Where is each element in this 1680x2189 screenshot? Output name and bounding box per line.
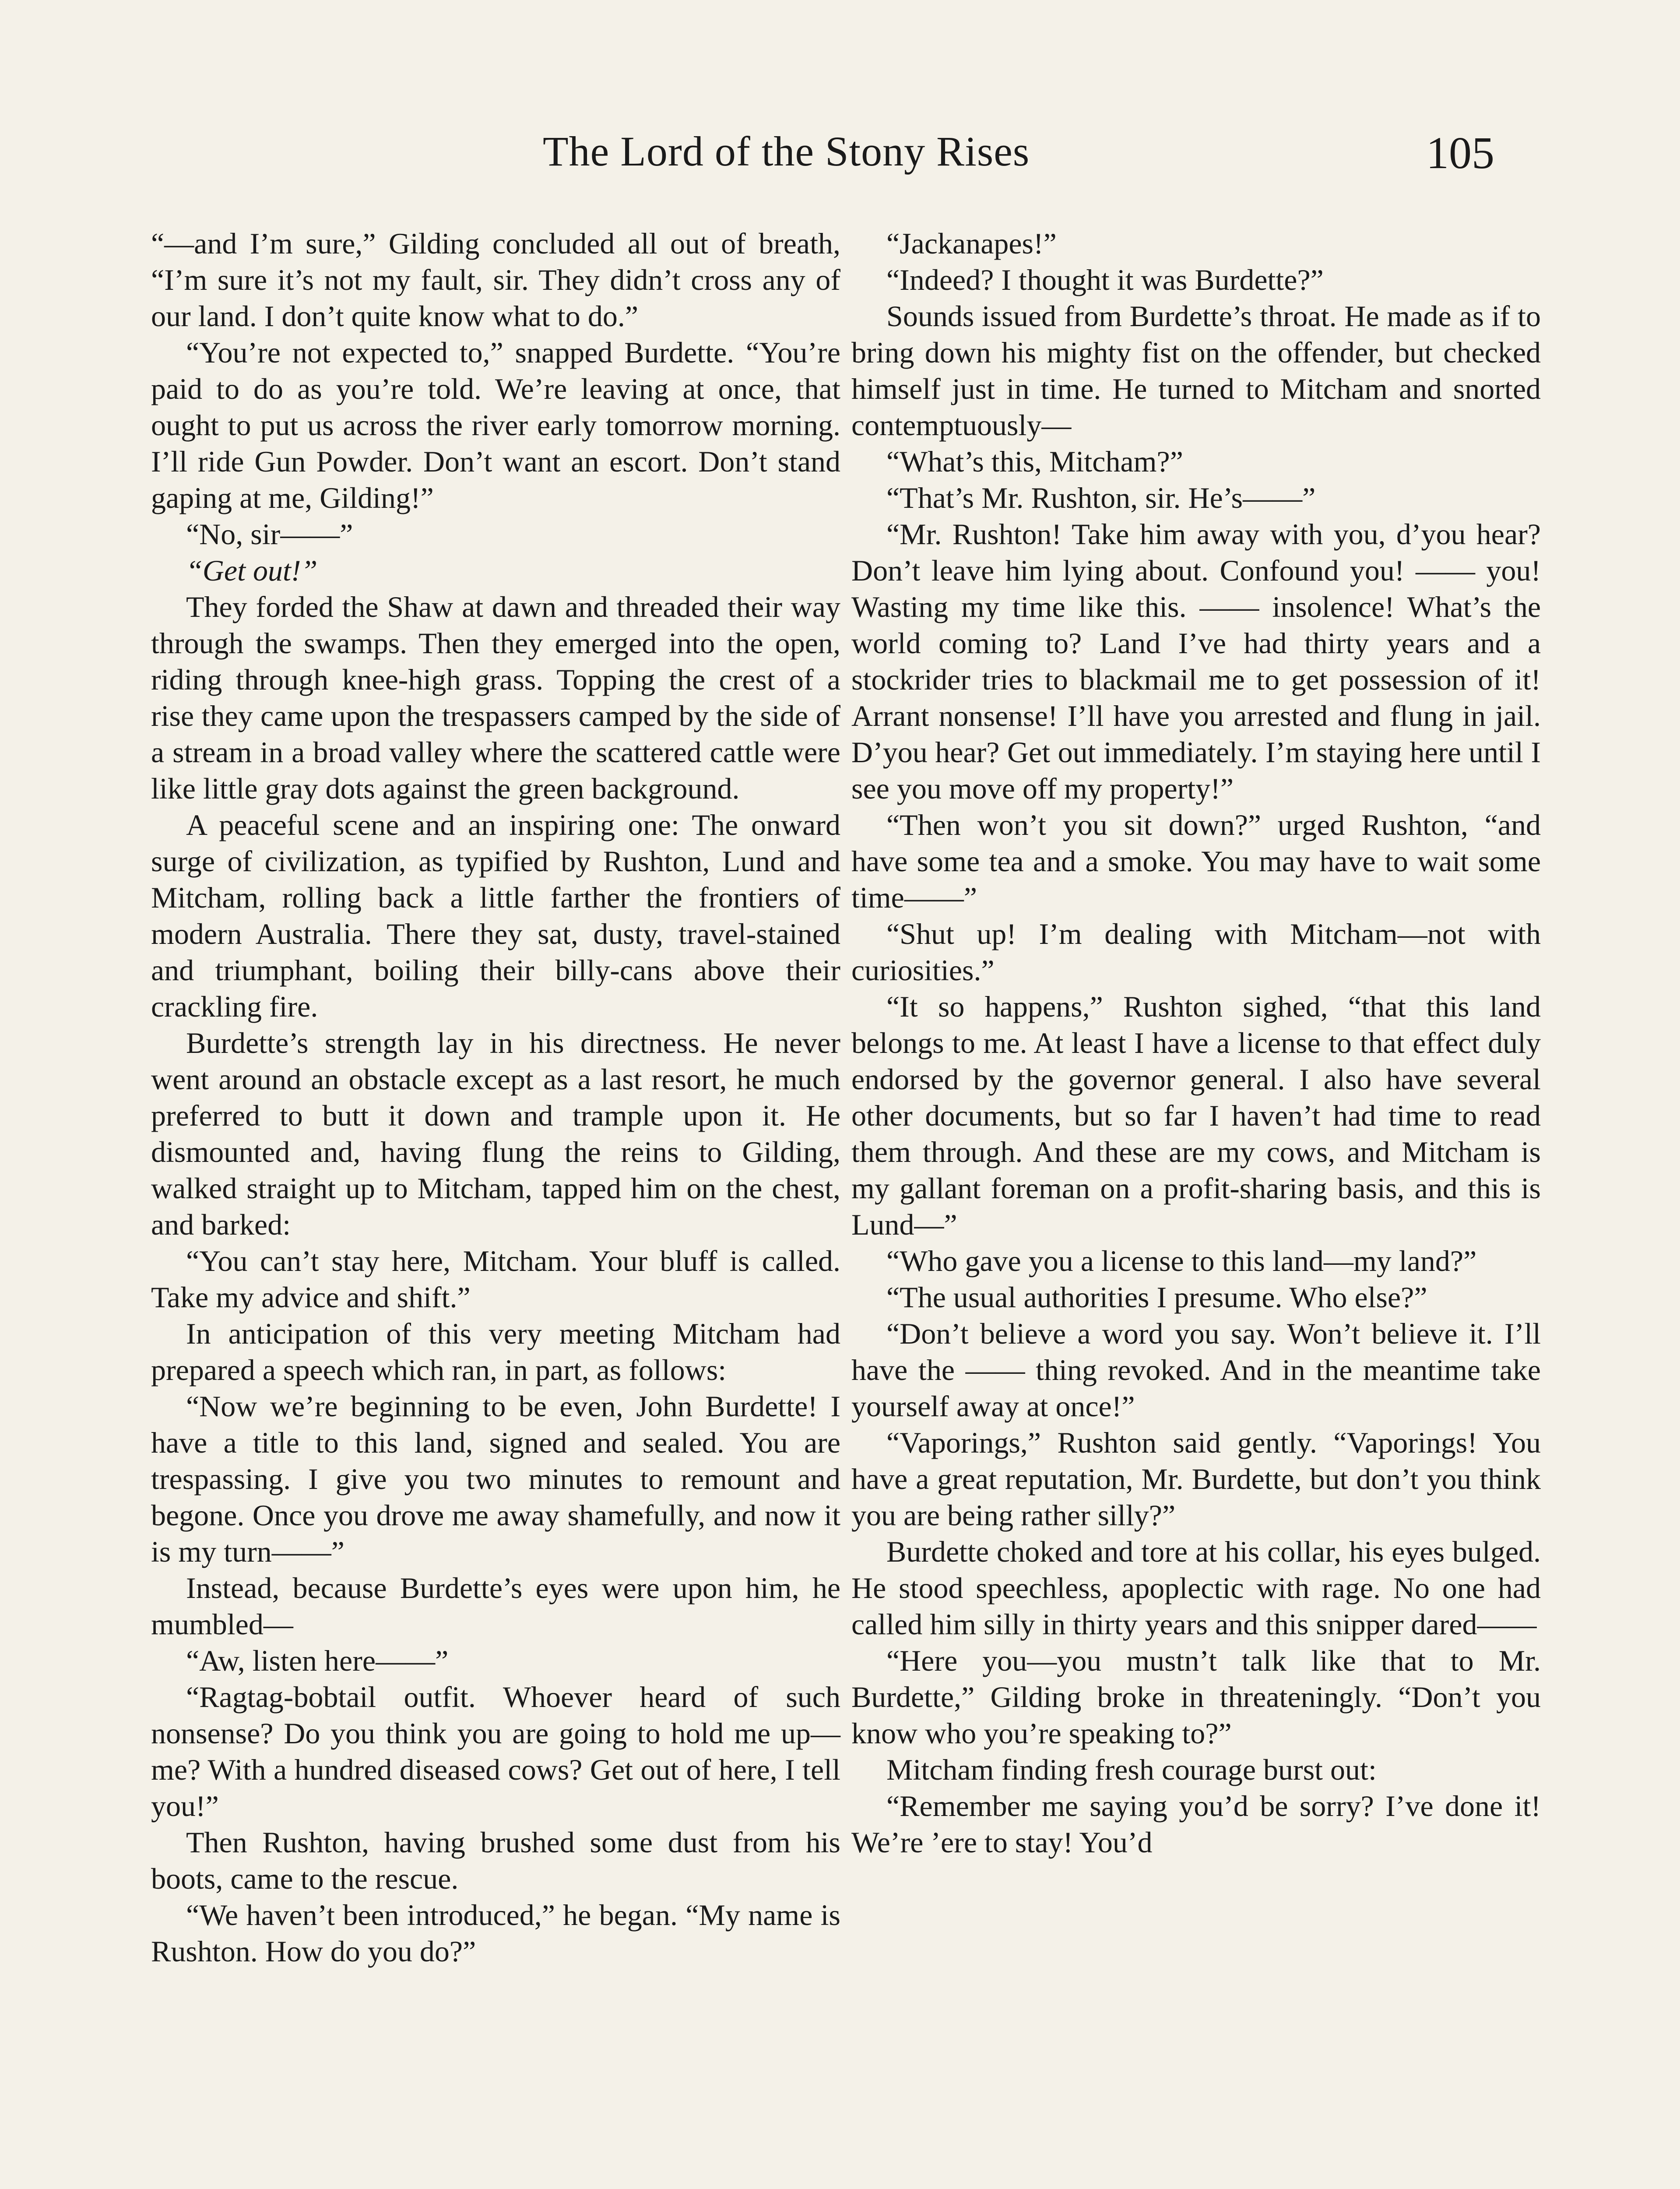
paragraph: “That’s Mr. Rushton, sir. He’s——” [886, 481, 1316, 514]
paragraph: Then Rushton, having brushed some dust from his boots, came to the rescue. [151, 1826, 840, 1895]
paragraph: Instead, because Burdette’s eyes were upon him, he mumbled— [151, 1571, 840, 1641]
left-column [151, 225, 840, 1970]
paragraph: “You’re not expected to,” snapped Burdette. “You’re paid to do as you’re told. We’re leaving at once, that ought to put us across the river early tomorrow morning. I’ll ride Gun Powder. Don’t want an escort. Don’t stand gaping at me, Gilding!” [151, 336, 840, 514]
running-title: The Lord of the Stony Rises [543, 128, 1030, 175]
paragraph: In anticipation of this very meeting Mitcham had prepared a speech which ran, in part, as follows: [151, 1317, 840, 1387]
paragraph: Burdette’s strength lay in his directness. He never went around an obstacle except as a last resort, he much preferred to butt it down and trample upon it. He dismounted and, having flung the reins to Gilding, walked straight up to Mitcham, tapped him on the chest, and barked: [151, 1026, 840, 1241]
paragraph: “We haven’t been introduced,” he began. “My name is Rushton. How do you do?” [151, 1898, 840, 1968]
paragraph: “Get out!” [186, 554, 318, 587]
paragraph: “Remember me saying you’d be sorry? I’ve done it! We’re ’ere to stay! You’d [851, 1789, 1541, 1859]
paragraph: Sounds issued from Burdette’s throat. He made as if to bring down his mighty fist on the offender, but checked himself just in time. He turned to Mitcham and snorted contemptuously— [851, 299, 1541, 442]
paragraph: “Shut up! I’m dealing with Mitcham—not with curiosities.” [851, 917, 1541, 987]
paragraph: “What’s this, Mitcham?” [886, 445, 1183, 478]
paragraph: “Then won’t you sit down?” urged Rushton, “and have some tea and a smoke. You may have to wait some time——” [851, 808, 1541, 914]
paragraph: “The usual authorities I presume. Who else?” [886, 1281, 1427, 1314]
paragraph: Burdette choked and tore at his collar, his eyes bulged. He stood speechless, apoplectic with rage. No one had called him silly in thirty years and this snipper dared—— [851, 1535, 1541, 1641]
paragraph: “Jackanapes!” [886, 227, 1057, 260]
paragraph: “Vaporings,” Rushton said gently. “Vaporings! You have a great reputation, Mr. Burdette, but don’t you think you are being rather silly?” [851, 1426, 1541, 1532]
paragraph: “Aw, listen here——” [186, 1644, 449, 1677]
paragraph: A peaceful scene and an inspiring one: The onward surge of civilization, as typified by Rushton, Lund and Mitcham, rolling back a little farther the frontiers of modern Australia. There they sat, dusty, travel-stained and triumphant, boiling their billy-cans above their crackling fire. [151, 808, 840, 1023]
paragraph: “—and I’m sure,” Gilding concluded all out of breath, “I’m sure it’s not my fault, sir. They didn’t cross any of our land. I don’t quite know what to do.” [151, 227, 840, 333]
paragraph: “Who gave you a license to this land—my land?” [886, 1244, 1477, 1278]
right-column [851, 225, 1541, 1861]
paragraph: “Here you—you mustn’t talk like that to Mr. Burdette,” Gilding broke in threateningly. “Don’t you know who you’re speaking to?” [851, 1644, 1541, 1750]
paragraph: “You can’t stay here, Mitcham. Your bluff is called. Take my advice and shift.” [151, 1244, 840, 1314]
paragraph: “Don’t believe a word you say. Won’t believe it. I’ll have the —— thing revoked. And in the meantime take yourself away at once!” [851, 1317, 1541, 1423]
paragraph: Mitcham finding fresh courage burst out: [886, 1753, 1377, 1786]
paragraph: “No, sir——” [186, 517, 353, 551]
paragraph: They forded the Shaw at dawn and threaded their way through the swamps. Then they emerged into the open, riding through knee-high grass. Topping the crest of a rise they came upon the trespassers camped by the side of a stream in a broad valley where the scattered cattle were like little gray dots against the green background. [151, 590, 840, 805]
paragraph: “Ragtag-bobtail outfit. Whoever heard of such nonsense? Do you think you are going to hold me up—me? With a hundred diseased cows? Get out of here, I tell you!” [151, 1680, 840, 1823]
paragraph: “It so happens,” Rushton sighed, “that this land belongs to me. At least I have a license to that effect duly endorsed by the governor general. I also have several other documents, but so far I haven’t had time to read them through. And these are my cows, and Mitcham is my gallant foreman on a profit-sharing basis, and this is Lund—” [851, 990, 1541, 1241]
page-number: 105 [1426, 128, 1494, 178]
page-header [0, 127, 1680, 193]
paragraph: “Mr. Rushton! Take him away with you, d’you hear? Don’t leave him lying about. Confound you! —— you! Wasting my time like this. —— insolence! What’s the world coming to? Land I’ve had thirty years and a stockrider tries to blackmail me to get possession of it! Arrant nonsense! I’ll have you arrested and flung in jail. D’you hear? Get out immediately. I’m staying here until I see you move off my property!” [851, 517, 1541, 805]
paragraph: “Indeed? I thought it was Burdette?” [886, 263, 1324, 296]
paragraph: “Now we’re beginning to be even, John Burdette! I have a title to this land, signed and sealed. You are trespassing. I give you two minutes to remount and begone. Once you drove me away shamefully, and now it is my turn——” [151, 1390, 840, 1568]
